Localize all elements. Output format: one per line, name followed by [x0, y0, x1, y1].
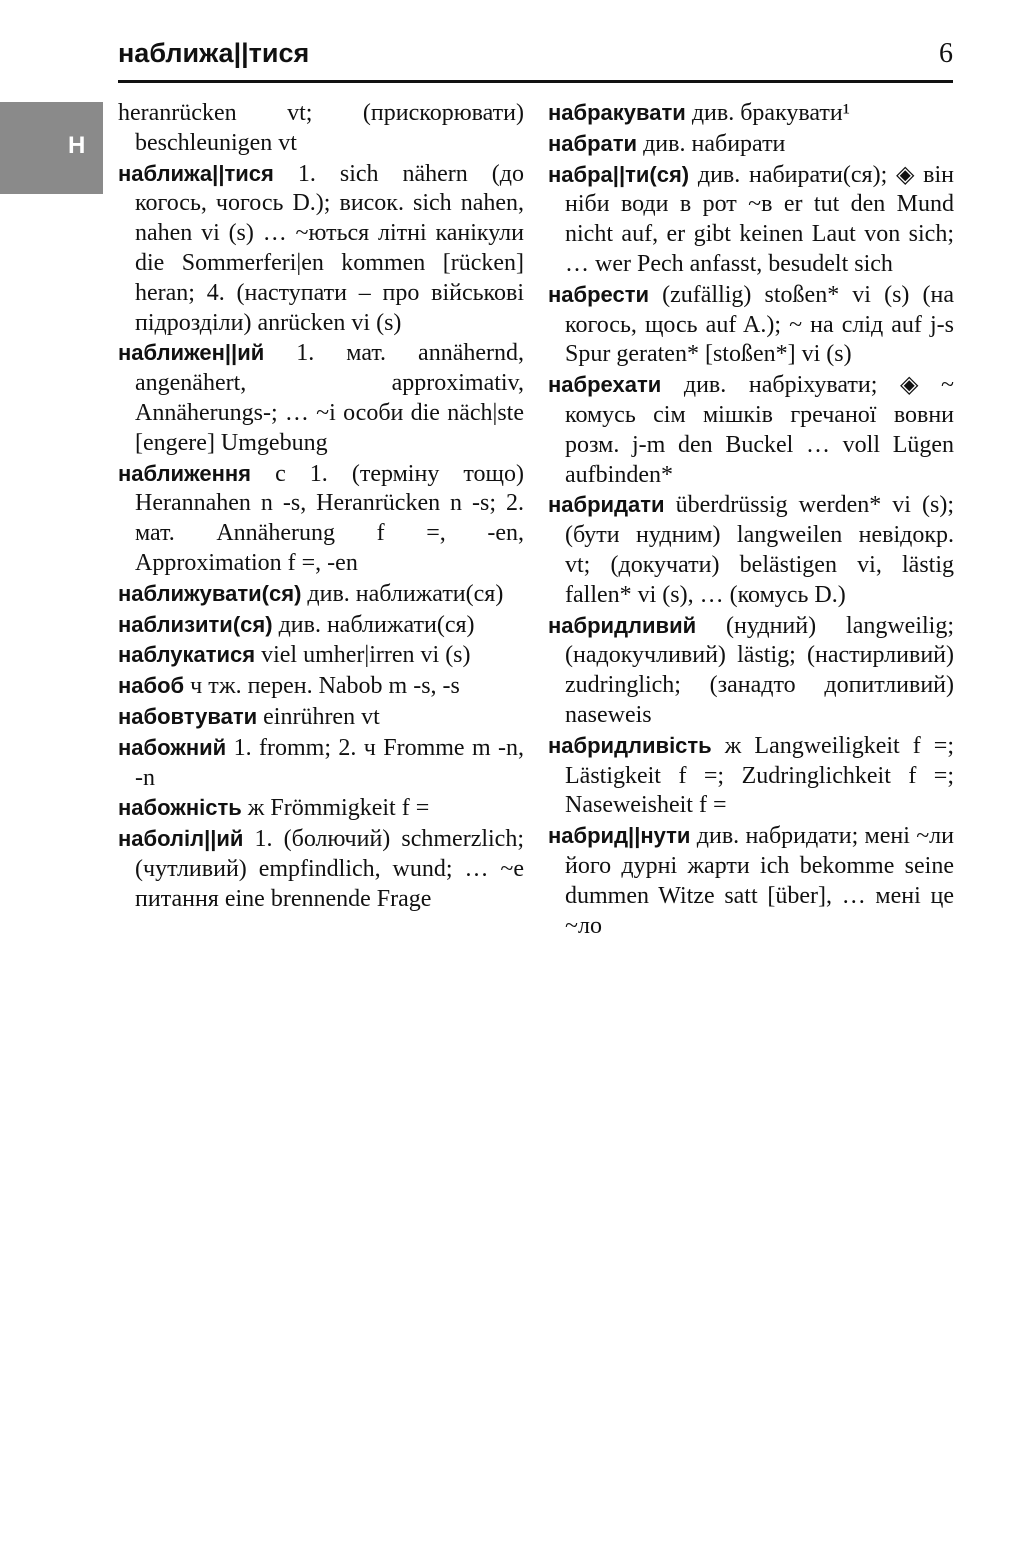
entry-headword: набоб	[118, 673, 185, 699]
dictionary-entry	[548, 98, 954, 129]
entry-body: 1. sich nähern (до когось, чогось D.); висок. sich nahen, nahen vi (s) … ~ються літні канікули die Sommerferi|en kommen [rücken] heran; 4. (наступати – про військові підрозділи) anrücken vi (s)	[135, 160, 524, 336]
entry-body: ж Langweiligkeit f =; Lästigkeit f =; Zudringlichkeit f =; Naseweisheit f =	[565, 732, 954, 819]
thumb-index-tab	[0, 102, 103, 194]
dictionary-entry	[118, 459, 524, 579]
dictionary-entry	[118, 159, 524, 339]
entry-body: див. наближати(ся)	[278, 611, 475, 638]
dictionary-entry	[548, 160, 954, 280]
entry-body: 1. fromm; 2. ч Fromme m -n, -n	[135, 734, 525, 791]
entry-body: heranrücken vt; (прискорювати) beschleunigen vt	[118, 100, 524, 156]
entry-headword: набридливий	[548, 612, 697, 638]
dictionary-entry	[118, 733, 524, 794]
dictionary-entry	[118, 610, 524, 641]
dictionary-entry	[118, 579, 524, 610]
entry-body: ж Frömmigkeit f =	[247, 795, 430, 822]
entry-headword: набрид||нути	[548, 823, 691, 849]
running-head-word: наближа||тися	[118, 38, 310, 68]
thumb-tab-letter: Н	[68, 132, 86, 159]
entry-body: ч тж. перен. Nabob m -s, -s	[190, 673, 460, 700]
entry-headword: набрехати	[548, 372, 662, 398]
left-column	[118, 98, 524, 915]
entry-body: див. набридати; мені ~ли його дурні жарти ich bekomme seine dummen Witze satt [über], … мені це ~ло	[565, 823, 955, 939]
dictionary-entry	[118, 702, 524, 733]
dictionary-entry	[118, 793, 524, 824]
dictionary-entry	[548, 611, 954, 731]
entry-headword: наблизити(ся)	[118, 611, 273, 637]
entry-body: див. наближати(ся)	[307, 580, 504, 607]
entry-headword: наближення	[118, 460, 252, 486]
entry-headword: набридати	[548, 492, 665, 518]
entry-headword: наближувати(ся)	[118, 580, 302, 606]
entry-body: 1. (болючий) schmerzlich; (чутливий) empfindlich, wund; … ~е питання eine brennende Frage	[135, 826, 524, 912]
entry-body: (zufällig) stoßen* vi (s) (на когось, щось auf A.); ~ на слід auf j-s Spur geraten* [stoßen*] vi (s)	[565, 281, 954, 368]
entry-body: einrühren vt	[263, 703, 380, 730]
entry-body: див. бракувати¹	[691, 100, 850, 126]
dictionary-entry	[548, 731, 954, 821]
entry-body: див. набріхувати; ◈ ~ комусь сім мішків гречаної вовни розм. j-m den Buckel … voll Lügen aufbinden*	[565, 372, 955, 488]
entry-body: überdrüssig werden* vi (s); (бути нудним) langweilen невідокр. vt; (докучати) belästigen vi, lästig fallen* vi (s), … (комусь D.)	[565, 492, 955, 608]
entry-headword: набракувати	[548, 100, 686, 125]
entry-headword: набожність	[118, 795, 242, 821]
entry-headword: набожний	[118, 734, 227, 760]
dictionary-entry	[118, 338, 524, 458]
entry-headword: набовтувати	[118, 703, 258, 729]
entry-headword: наближен||ий	[118, 340, 265, 366]
entry-headword: наболіл||ий	[118, 826, 244, 852]
right-column	[548, 98, 954, 941]
dictionary-entry	[118, 640, 524, 671]
dictionary-entry	[548, 280, 954, 370]
entry-body: 1. мат. annähernd, angenähert, approximativ, Annäherungs-; … ~і особи die näch|ste [engere] Umgebung	[135, 340, 524, 456]
dictionary-entry	[548, 821, 954, 941]
entry-body: viel umher|irren vi (s)	[261, 642, 471, 669]
entry-body: (нудний) langweilig; (надокучливий) lästig; (настирливий) zudringlich; (занадто допитливий) naseweis	[565, 612, 954, 728]
entry-headword: наближа||тися	[118, 160, 274, 186]
page-number: 6	[939, 38, 953, 69]
entry-body: с 1. (терміну тощо) Herannahen n -s, Heranrücken n -s; 2. мат. Annäherung f =, -en, Approximation f =, -en	[135, 460, 525, 576]
running-header	[118, 36, 953, 83]
entry-body: див. набирати	[643, 130, 786, 157]
dictionary-entry	[548, 490, 954, 610]
dictionary-entry	[548, 370, 954, 490]
dictionary-entry	[548, 129, 954, 160]
entry-headword: набрати	[548, 130, 638, 156]
entry-headword: набридливість	[548, 732, 712, 758]
dictionary-entry	[118, 671, 524, 702]
entry-headword: набрести	[548, 281, 650, 307]
entry-headword: набра||ти(ся)	[548, 161, 690, 187]
dictionary-entry	[118, 98, 524, 159]
dictionary-entry	[118, 824, 524, 914]
entry-body: див. набирати(ся); ◈ він ніби води в рот ~в er tut den Mund nicht auf, er gibt keinen Laut von sich; … wer Pech anfasst, besudelt sich	[565, 161, 954, 277]
entry-headword: наблукатися	[118, 642, 256, 668]
